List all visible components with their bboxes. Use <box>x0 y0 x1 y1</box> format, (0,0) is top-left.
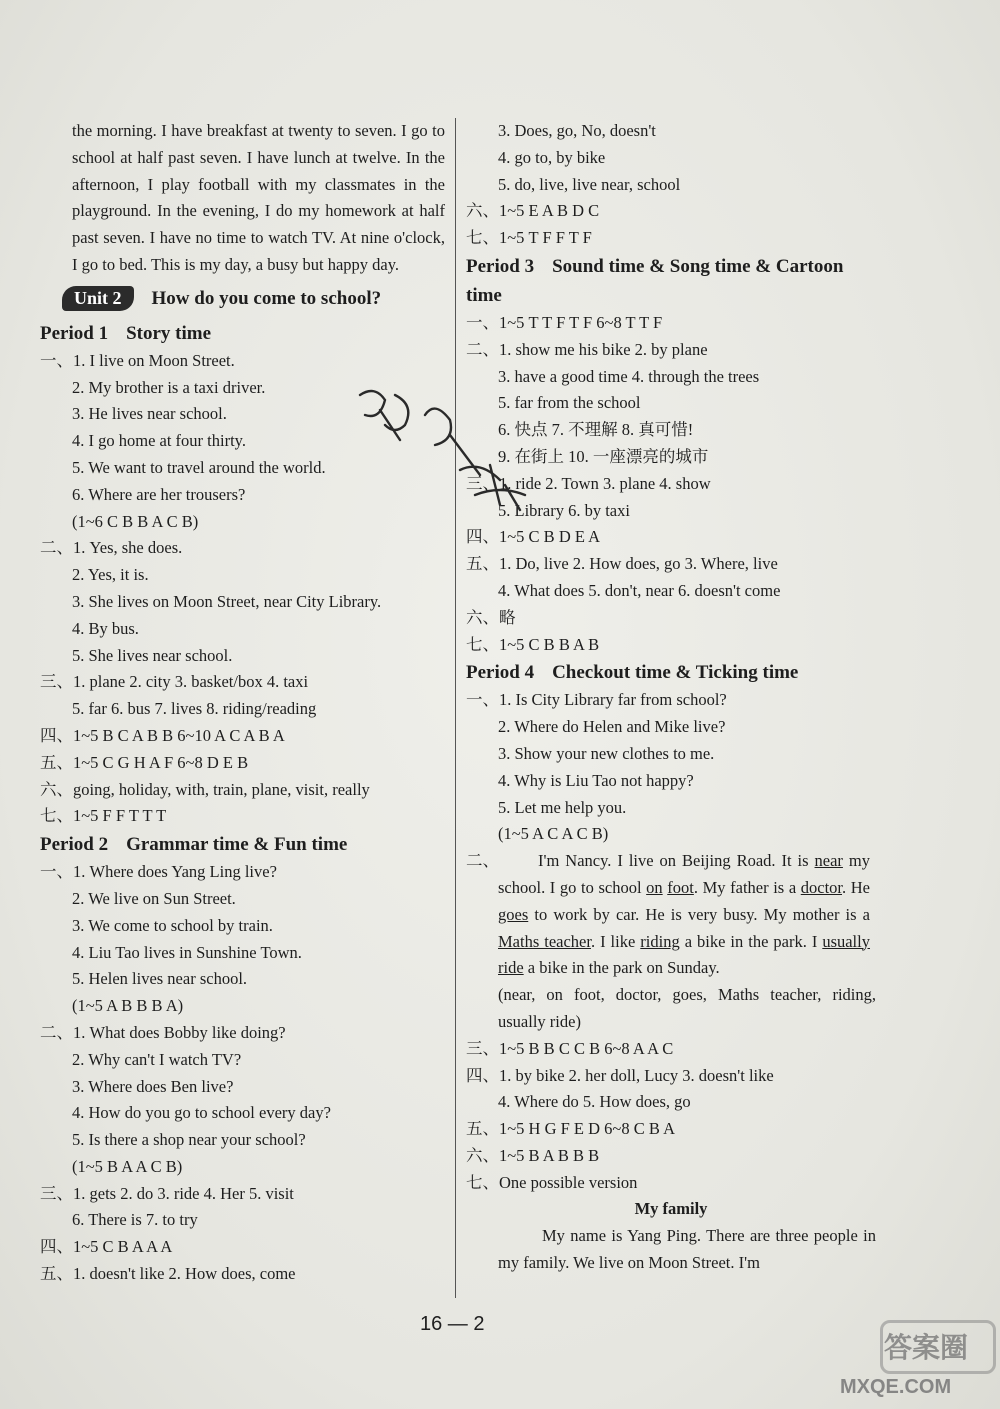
answer-line: 4. Where do 5. How does, go <box>498 1092 691 1112</box>
answer-line: 3. Does, go, No, doesn't <box>498 121 656 140</box>
period-2-continued <box>466 118 876 252</box>
period-2-heading: Period 2 Grammar time & Fun time <box>40 834 348 856</box>
answer-line: 一、1. Is City Library far from school? <box>466 690 727 710</box>
essay-title: My family <box>634 1199 708 1219</box>
answer-word: usually <box>822 931 870 951</box>
answer-line: 七、1~5 F F T T T <box>40 806 167 826</box>
answer-line: 5. Is there a shop near your school? <box>72 1130 306 1150</box>
period-4-answers-continued <box>466 1036 876 1197</box>
answer-line: (1~6 C B B A C B) <box>72 511 199 531</box>
answer-line: 五、1~5 C G H A F 6~8 D E B <box>40 752 249 772</box>
answer-line: 六、going, holiday, with, train, plane, visit, really <box>40 779 370 799</box>
unit-badge: Unit 2 <box>62 286 134 311</box>
answer-line: 五、1~5 H G F E D 6~8 C B A <box>466 1119 675 1139</box>
answer-word: foot <box>667 877 694 897</box>
answer-word: goes <box>498 904 529 924</box>
answer-line: 5. do, live, live near, school <box>498 174 681 194</box>
page-number: 16 — 2 <box>420 1313 485 1335</box>
answer-line: 三、1. plane 2. city 3. basket/box 4. taxi <box>40 672 309 692</box>
period-1-heading: Period 1 Story time <box>40 322 212 344</box>
answer-line: 一、1. Where does Yang Ling live? <box>40 862 277 882</box>
answer-line: 七、1~5 T F F T F <box>466 228 592 248</box>
answer-line: 六、略 <box>466 607 516 627</box>
unit-title: How do you come to school? <box>151 287 382 309</box>
answer-line: 七、One possible version <box>466 1172 638 1192</box>
period-2-answers <box>40 859 445 1288</box>
answer-line: 三、1. ride 2. Town 3. plane 4. show <box>466 473 711 493</box>
answer-line: (1~5 B A A C B) <box>72 1156 183 1176</box>
answer-line: 4. What does 5. don't, near 6. doesn't come <box>498 580 781 600</box>
answer-line: 3. have a good time 4. through the trees <box>498 366 760 386</box>
answer-line: 6. There is 7. to try <box>72 1210 198 1230</box>
watermark-cn: 答案圈 <box>884 1331 969 1364</box>
answer-line: 六、1~5 E A B D C <box>466 201 600 221</box>
answer-line: (1~5 A B B B A) <box>72 996 184 1016</box>
period-3-answers <box>466 310 876 658</box>
answer-word: near <box>814 851 843 871</box>
answer-line: 5. We want to travel around the world. <box>72 457 326 477</box>
answer-line: 9. 在街上 10. 一座漂亮的城市 <box>498 446 709 466</box>
answer-line: 5. far from the school <box>498 393 641 413</box>
answer-word: ride <box>498 958 524 978</box>
answer-line: 一、1~5 T T F T F 6~8 T T F <box>466 312 663 332</box>
watermark-text: MXQE.COM <box>840 1376 952 1398</box>
answer-line: 3. Where does Ben live? <box>72 1076 234 1096</box>
answer-line: 4. Liu Tao lives in Sunshine Town. <box>72 942 302 962</box>
period-4-heading: Period 4 Checkout time & Ticking time <box>466 662 799 684</box>
passage-text: I'm Nancy. I live on Beijing Road. It is near my school. I go to school on foot. My father is a doctor. He goes to work by car. He is very busy. My mother is a Maths teacher. I like riding a bike in the park. I usually ride a bike in the park on Sunday. <box>498 851 870 978</box>
answer-line: 5. Helen lives near school. <box>72 969 248 989</box>
period-4-answers <box>466 687 876 848</box>
intro-paragraph: the morning. I have breakfast at twenty to seven. I go to school at half past seven. I have lunch at twelve. In the afternoon, I play football with my classmates in the playground. In the evening, I do my homework at half past seven. I have no time to watch TV. At nine o'clock, I go to bed. This is my day, a busy but happy day. <box>72 121 445 274</box>
answer-line: 6. 快点 7. 不理解 8. 真可惜! <box>498 420 694 440</box>
answer-line: 3. We come to school by train. <box>72 915 273 935</box>
answer-word: Maths teacher <box>498 931 591 951</box>
answer-line: 六、1~5 B A B B B <box>466 1145 600 1165</box>
answer-line: 3. She lives on Moon Street, near City Library. <box>72 591 382 611</box>
passage-block <box>466 848 876 982</box>
answer-line: 5. Let me help you. <box>498 797 627 817</box>
passage-key: (near, on foot, doctor, goes, Maths teacher, riding, usually ride) <box>498 985 876 1031</box>
answer-line: 二、1. What does Bobby like doing? <box>40 1022 286 1042</box>
answer-line: (1~5 A C A C B) <box>498 824 609 844</box>
answer-line: 2. We live on Sun Street. <box>72 888 236 908</box>
answer-line: 5. far 6. bus 7. lives 8. riding/reading <box>72 699 317 719</box>
answer-word: doctor <box>800 877 842 897</box>
answer-word: riding <box>640 931 680 951</box>
passage-label: 二、 <box>466 851 499 871</box>
answer-line: 6. Where are her trousers? <box>72 484 246 504</box>
answer-line: 一、1. I live on Moon Street. <box>40 350 235 370</box>
answer-line: 4. How do you go to school every day? <box>72 1103 331 1123</box>
period-1-answers <box>40 348 445 830</box>
answer-line: 2. Where do Helen and Mike live? <box>498 717 726 737</box>
unit-heading <box>62 281 445 317</box>
right-column <box>466 118 876 1277</box>
answer-line: 二、1. Yes, she does. <box>40 538 183 558</box>
answer-line: 4. go to, by bike <box>498 147 606 167</box>
answer-line: 七、1~5 C B B A B <box>466 634 600 654</box>
answer-line: 四、1~5 B C A B B 6~10 A C A B A <box>40 725 285 745</box>
answer-line: 三、1. gets 2. do 3. ride 4. Her 5. visit <box>40 1183 294 1203</box>
left-column <box>40 118 445 1288</box>
answer-word: on <box>646 877 663 897</box>
watermark-logo <box>840 1320 990 1400</box>
answer-line: 五、1. doesn't like 2. How does, come <box>40 1264 296 1284</box>
answer-line: 2. My brother is a taxi driver. <box>72 377 266 397</box>
answer-line: 2. Why can't I watch TV? <box>72 1049 242 1069</box>
answer-line: 五、1. Do, live 2. How does, go 3. Where, live <box>466 554 778 574</box>
answer-line: 四、1~5 C B A A A <box>40 1237 173 1257</box>
answer-line: 3. Show your new clothes to me. <box>498 743 715 763</box>
answer-line: 3. He lives near school. <box>72 404 227 424</box>
answer-line: 四、1~5 C B D E A <box>466 527 601 547</box>
column-divider <box>455 118 456 1298</box>
answer-line: 4. Why is Liu Tao not happy? <box>498 770 694 790</box>
answer-line: 二、1. show me his bike 2. by plane <box>466 339 708 359</box>
answer-line: 5. Library 6. by taxi <box>498 500 630 520</box>
answer-line: 4. By bus. <box>72 618 139 638</box>
answer-line: 四、1. by bike 2. her doll, Lucy 3. doesn't like <box>466 1065 774 1085</box>
answer-line: 5. She lives near school. <box>72 645 233 665</box>
answer-line: 4. I go home at four thirty. <box>72 431 246 451</box>
essay-text: My name is Yang Ping. There are three people in my family. We live on Moon Street. I'm <box>498 1226 876 1273</box>
answer-line: 2. Yes, it is. <box>72 565 149 585</box>
answer-line: 三、1~5 B B C C B 6~8 A A C <box>466 1038 674 1058</box>
period-3-heading: Period 3 Sound time & Song time & Cartoon time <box>466 255 844 306</box>
